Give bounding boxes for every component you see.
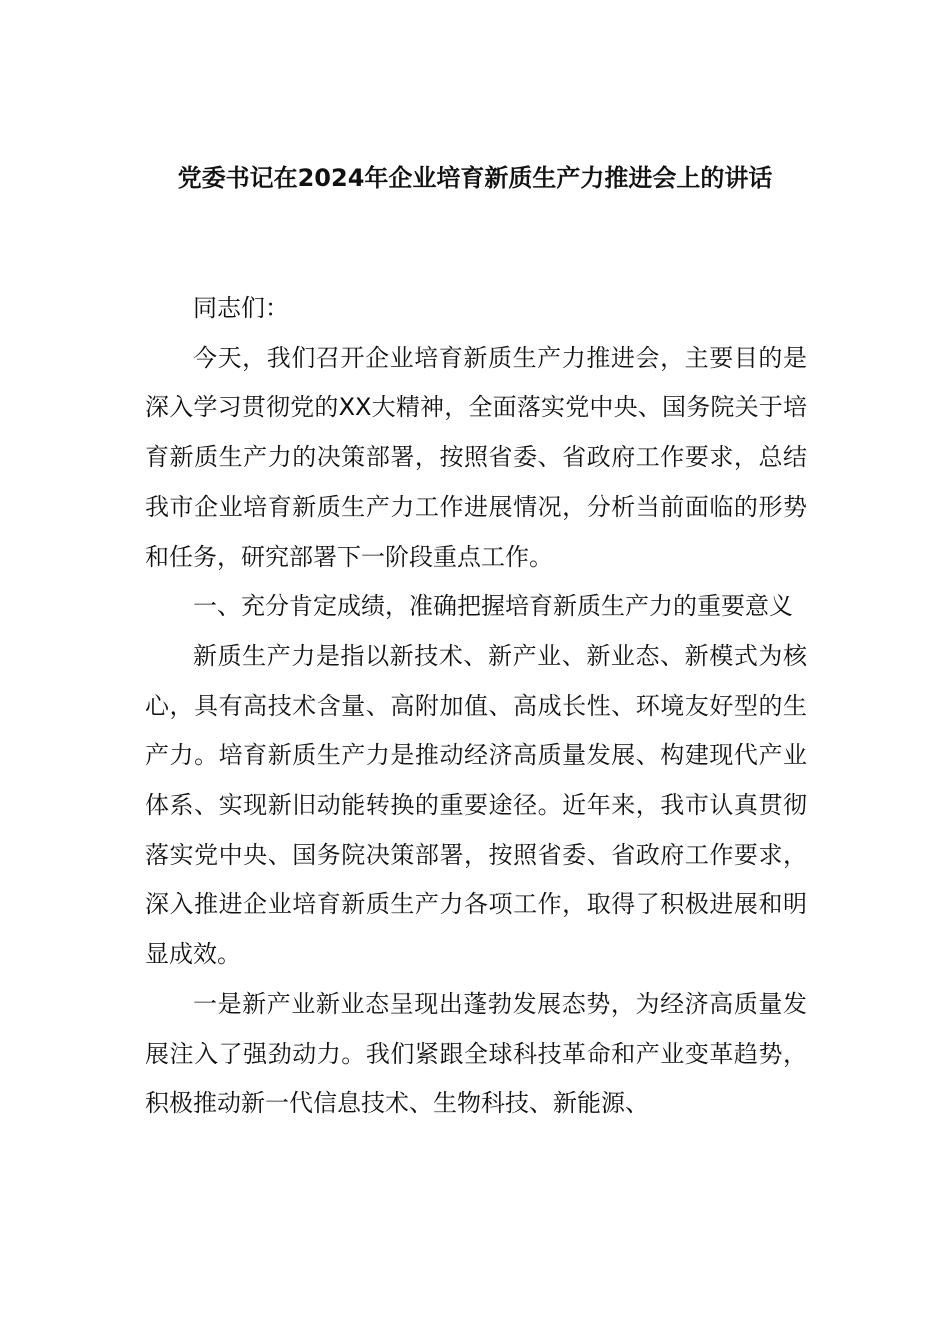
document-body	[145, 284, 807, 1129]
section-heading-1: 一、充分肯定成绩，准确把握培育新质生产力的重要意义	[193, 592, 793, 621]
document-title: 党委书记在2024年企业培育新质生产力推进会上的讲话	[177, 164, 773, 192]
body-paragraph: 新质生产力是指以新技术、新产业、新业态、新模式为核心，具有高技术含量、高附加值、高成长性、环境友好型的生产力。培育新质生产力是推动经济高质量发展、构建现代产业体系、实现新旧动能转换的重要途径。近年来，我市认真贯彻落实党中央、国务院决策部署，按照省委、省政府工作要求，深入推进企业培育新质生产力各项工作，取得了积极进展和明显成效。	[145, 641, 807, 969]
salutation-paragraph: 同志们：	[193, 294, 289, 322]
intro-paragraph: 今天，我们召开企业培育新质生产力推进会，主要目的是深入学习贯彻党的XX大精神，全面落实党中央、国务院关于培育新质生产力的决策部署，按照省委、省政府工作要求，总结我市企业培育新质生产力工作进展情况，分析当前面临的形势和任务，研究部署下一阶段重点工作。	[145, 343, 807, 571]
body-paragraph: 一是新产业新业态呈现出蓬勃发展态势，为经济高质量发展注入了强劲动力。我们紧跟全球科技革命和产业变革趋势，积极推动新一代信息技术、生物科技、新能源、	[145, 989, 807, 1118]
